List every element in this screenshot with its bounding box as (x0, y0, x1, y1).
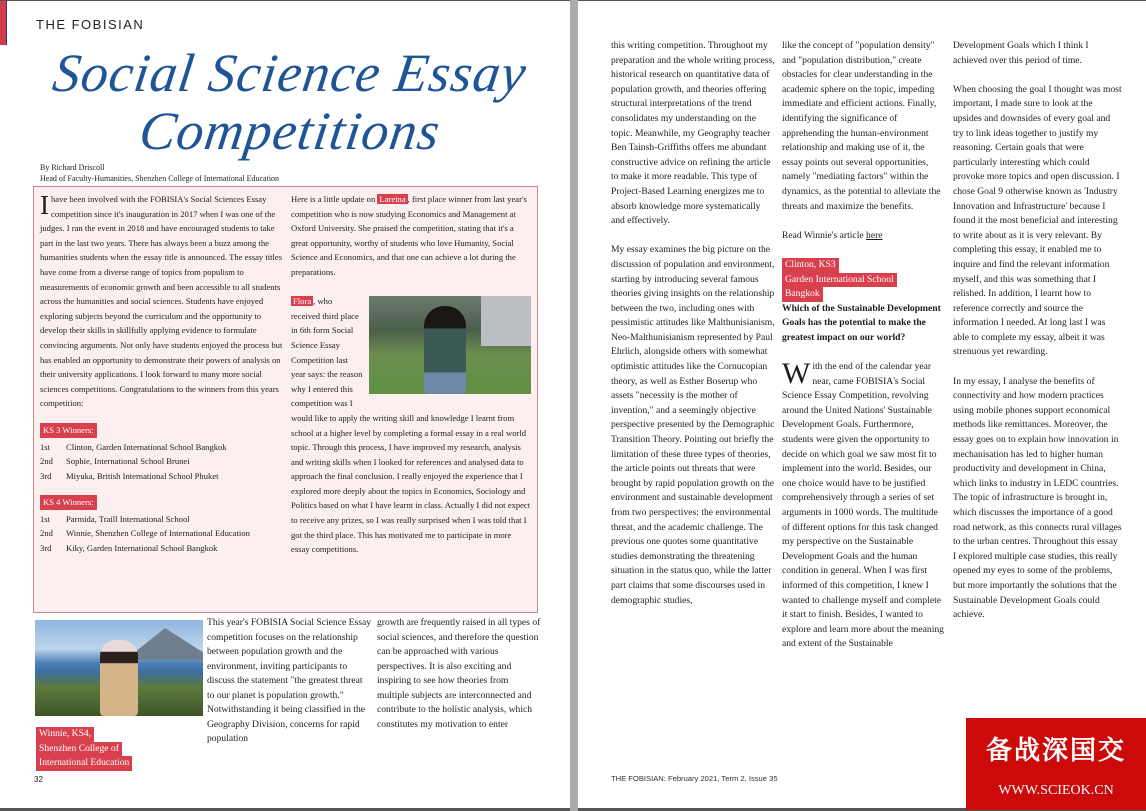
flora-photo (369, 296, 531, 394)
winner-item (40, 512, 284, 527)
caption-line: International Education (36, 756, 132, 771)
intro-column (40, 192, 284, 556)
paragraph (782, 357, 947, 652)
ks4-winners-list (40, 512, 284, 556)
watermark-badge (966, 718, 1146, 810)
winner-place: 2nd (40, 456, 53, 467)
read-article-text: Read Winnie's article (782, 229, 867, 241)
paragraph-text: ith the end of the calendar year near, came FOBISIA's Social Science Essay Competition, revolving around the United Nations' Sustainable Development Goals. Furthermore, students were given the opportunity to decide on which goal we saw most fit to implement into the world. Besides, our one choice would have to be justified comprehensively through a series of set arguments in 1000 words. The multitude of different options for this task changed my perspective on the Sustainable Development Goals and the human condition in general. When I was first informed of this competition, I knew I wanted to challenge myself and complete it start to finish. Besides, I wanted to explore and learn more about the meaning and extent of the Sustainable (782, 361, 944, 650)
drop-cap: I (40, 190, 49, 220)
caption-line: Garden International School (782, 273, 897, 288)
winner-item (40, 454, 284, 469)
caption-line: Winnie, KS4, (36, 727, 94, 742)
paragraph: In my essay, I analyse the benefits of connectivity and how modern practices using mobile phones support economical methods like remittances. Moreover, the essay goes on to explain how innovation in mechanisation has led to higher human productivity and development in China, which links to industry in LEDC countries. The topic of infrastructure is brought in, which discusses the importance of a good road network, as this connects rural villages to the urban centres. Throughout this essay I explored multiple case studies, this really opened my eyes to some of the problems, but more importantly the solutions that the Sustainable Development Goals could achieve. (953, 375, 1122, 621)
watermark-url: WWW.SCIEOK.CN (998, 783, 1114, 798)
page-number: 32 (34, 775, 43, 784)
update-text-post: , first place winner from last year's competition who is now studying Economics and Management at Oxford University. She praised the competition, stating that it's a great opportunity, worthy of students who love Humanity, Social Science and Economics, and that one can achieve a lot during the preparations. (291, 194, 527, 277)
winner-place: 2nd (40, 528, 53, 539)
masthead (36, 17, 144, 32)
ks4-winners-label: KS 4 Winners: (40, 495, 97, 510)
winner-name: Winnie, Shenzhen College of International Education (66, 528, 250, 539)
intro-box (33, 186, 538, 613)
issue-footer: THE FOBISIAN: February 2021, Term 2, Issue 35 (611, 774, 778, 783)
paragraph: My essay examines the big picture on the discussion of population and environment, starting by introducing several famous theories giving insights on the relationship between the two, including ones with pessimistic attitudes like Malthunisianism, Neo-Malthunisianism represented by Paul Ehrlich, alongside others with somewhat optimistic attitudes like the Cornucopian theory, as well as Esther Boserup who assets "necessity is the mother of invention," and a seemingly objective perspective presented by the Demographic Transition Theory. Pointing out briefly the limitation of these three types of theories, the article points out threats that were brought by rapid population growth on the environment and sustainable development from two perspectives: the environmental threat, and the academic challenge. The previous one quotes some quantitative studies demonstrating the threatening situation in the status quo, while the latter part claims that some discourses used in demographic studies, (611, 244, 775, 606)
winner-name: Miyuka, British International School Phuket (66, 470, 219, 481)
read-article-line (782, 229, 947, 244)
clinton-caption (782, 258, 947, 302)
article-title-line1: Social Science Essay (49, 43, 531, 103)
flora-intro-text: , who received third place in 6th form Social Science Essay Competition last year says: the (291, 296, 359, 380)
paragraph: this writing competition. Throughout my preparation and the whole writing process, historical research on quantitative data of population growth, and theories offering structural interpretations of the trend consolidates my understanding on the topic. Meanwhile, my Geography teacher Ben Tainsh-Griffiths offers me abundant constructive advice on refining the article to make it more readable. This type of Project-Based Learning energizes me to absorb knowledge more systematically and effectively. (611, 40, 775, 227)
lower-column-2: growth are frequently raised in all types of social sciences, and therefore the question can be approached with various perspectives. It is also exciting and inspiring to see how theories from multiple subjects are interconnected and contribute to the holistic analysis, which constitutes my motivation to enter (377, 617, 541, 730)
page-edge-accent (0, 1, 7, 45)
caption-line: Bangkok (782, 287, 823, 302)
right-column-1 (611, 39, 776, 623)
right-page (578, 0, 1146, 811)
masthead-text: THE FOBISIAN (36, 17, 145, 32)
paragraph: When choosing the goal I thought was most important, I made sure to look at the upsides and downsides of every goal and try to link ideas together to justify my reasoning. Certain goals that were particularly interesting which could provoke more topics and open discussion. I chose Goal 9 otherwise known as 'Industry Innovation and Infrastructure' because I found it the most beneficial and interesting to write about as it is very relevant. By completing this essay, it enabled me to inquire and find the relevant information myself, and this was something that I relished. In addition, I learnt how to reference correctly and source the information I needed. At long last I was able to complete my essay, albeit it was strenuous yet rewarding. (953, 83, 1122, 358)
paragraph: like the concept of "population density" and "population distribution," create obstacles for clear understanding in the academic sphere on the topic, impeding immediate and efficient actions. Finally, identifying the significance of apprehending the human-environment relationship and making use of it, the essay points out several opportunities, namely "mediating factors" within the dynamics, as the potential to alleviate the threats and maximize the benefits. (782, 40, 941, 212)
winner-place: 1st (40, 441, 51, 452)
caption-line: Clinton, KS3 (782, 258, 839, 273)
winner-name: Kiky, Garden International School Bangkok (66, 543, 218, 554)
watermark-chinese: 备战深国交 (985, 736, 1126, 765)
winnie-caption (36, 727, 132, 771)
flora-name-highlight: Flora (293, 296, 312, 307)
photo-person (100, 640, 138, 716)
article-title-line2: Competitions (135, 101, 445, 161)
winner-name: Sophie, International School Brunei (66, 456, 190, 467)
lareina-update (291, 192, 531, 280)
byline (40, 162, 279, 184)
winner-name: Parmida, Traill International School (66, 513, 190, 524)
photo-person (424, 306, 466, 394)
read-article-link[interactable]: here (866, 229, 883, 241)
paragraph: Development Goals which I think I achieved over this period of time. (953, 40, 1089, 66)
winner-item (40, 469, 284, 484)
flora-quote: reason why I entered this competition was I would like to apply the writing skill and knowledge I learnt from school at a higher level by completing a formal essay in a real world topic. Through this process, I have improved my research, analysis and writing skills when I looked for references and analysed data to approach the final conclusion. I really enjoyed the experience that I explored more deeply about the topics in Economics, Sociology and Politics based on what I have learnt in class. Actually I did not expect to receive any prizes, so I was really surprised when I was told that I got the third place. This has motivated me to participate in more essay competitions. (291, 369, 531, 555)
caption-line: Shenzhen College of (36, 742, 122, 757)
right-column-2 (782, 39, 947, 667)
intro-text: have been involved with the FOBISIA's Social Sciences Essay competition since it's inauguration in 2017 when I was one of the judges. I ran the event in 2018 and have encouraged students to take part in the last two years. There has always been a buzz among the humanities students when the essay title is announced. The essay titles have come from a diverse range of topics from populism to measurements of economic growth and been accessible to all students across the humanities and social sciences. Students have enjoyed exploring subjects beyond the curriculum and the opportunity to develop their skills in skillfully applying evidence to formulate convincing arguments. Not only have students enjoyed the process but has enabled an opportunity to demonstrate their powers of analysis on their university applications. I look forward to many more social sciences competitions. Congratulations to the winners from this years competition: (40, 194, 283, 409)
left-page (0, 0, 570, 811)
winner-item (40, 541, 284, 556)
lower-column-1: This year's FOBISIA Social Science Essay competition focuses on the relationship between population growth and the environment, inviting participants to discuss the statement "the greatest threat to our planet is population growth." Notwithstanding it being classified in the Geography Division, concerns for rapid population (207, 617, 371, 744)
lareina-name-highlight: Lareina (379, 194, 406, 204)
update-column (291, 192, 531, 557)
winner-item (40, 526, 284, 541)
update-text-pre: Here is a little update on (291, 194, 378, 204)
winner-item (40, 440, 284, 455)
flora-block (291, 294, 531, 557)
winner-place: 3rd (40, 543, 52, 554)
drop-cap: W (782, 357, 811, 391)
winner-name: Clinton, Garden International School Bangkok (66, 441, 227, 452)
winnie-photo (35, 620, 203, 716)
ks3-winners-label: KS 3 Winners: (40, 423, 97, 438)
right-column-3 (953, 39, 1123, 637)
photo-building (481, 296, 531, 346)
winner-place: 1st (40, 513, 51, 524)
byline-role: Head of Faculty-Humanities, Shenzhen College of International Education (40, 174, 280, 183)
byline-author: By Richard Driscoll (40, 163, 105, 172)
winner-place: 3rd (40, 470, 52, 481)
question-heading: Which of the Sustainable Development Goals has the potential to make the greatest impact on our world? (782, 302, 941, 343)
ks3-winners-list (40, 440, 284, 484)
